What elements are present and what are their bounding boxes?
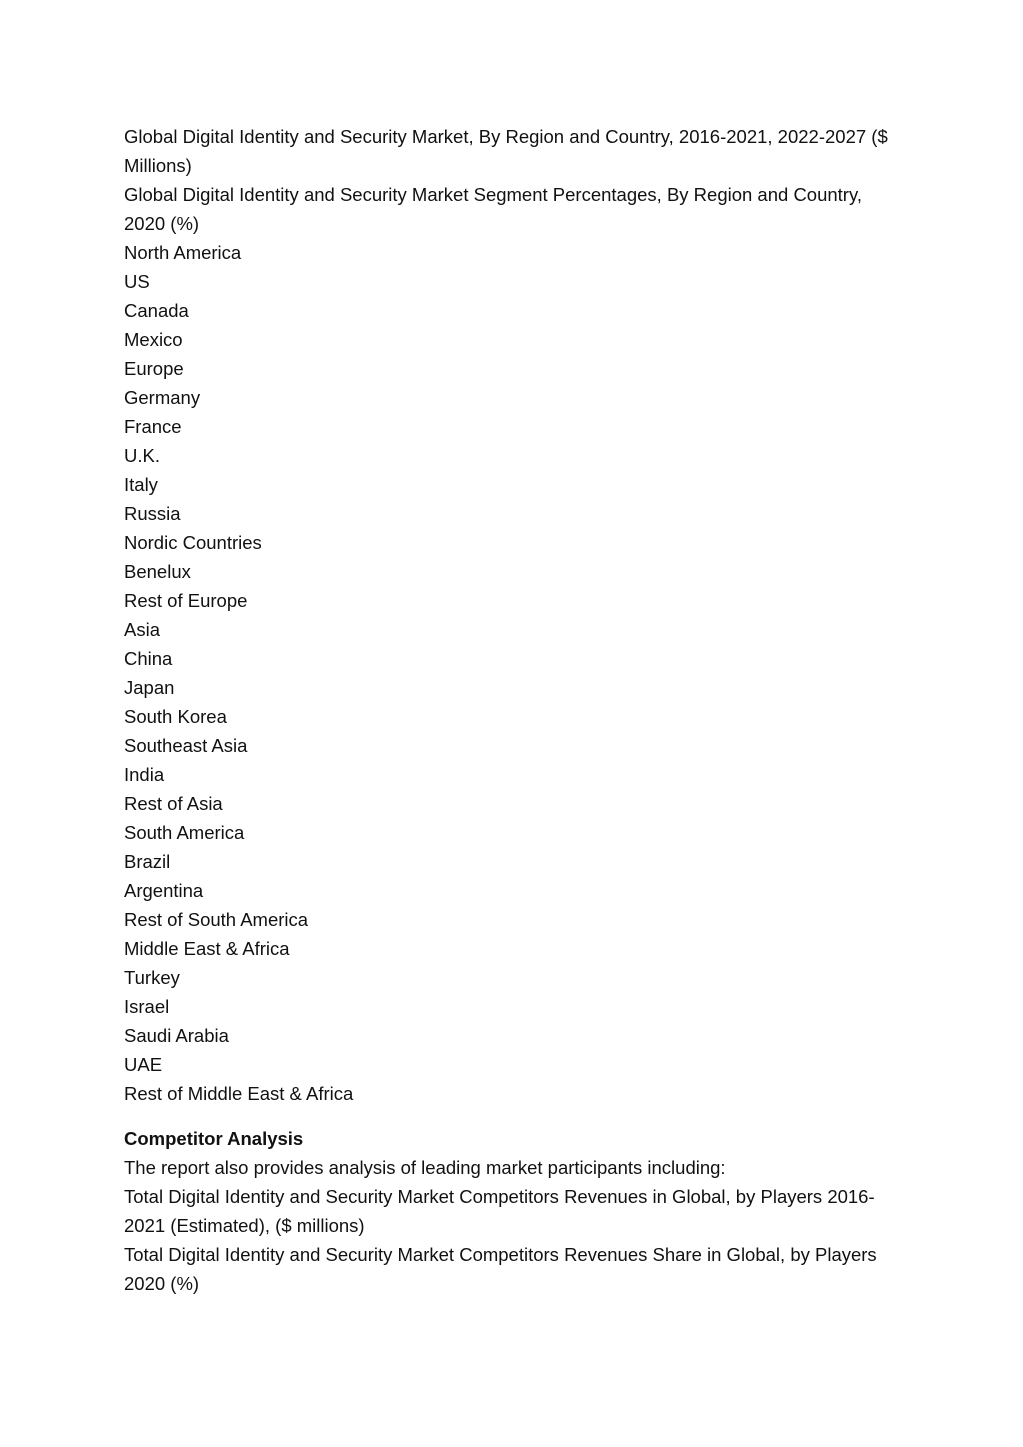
list-item: Japan — [124, 677, 175, 698]
list-item: US — [124, 271, 150, 292]
competitor-analysis-heading: Competitor Analysis — [124, 1128, 304, 1149]
list-item: Middle East & Africa — [124, 938, 290, 959]
list-item: China — [124, 648, 173, 669]
list-item: Germany — [124, 387, 201, 408]
list-item: Canada — [124, 300, 189, 321]
list-item: North America — [124, 242, 242, 263]
list-item: Rest of Europe — [124, 590, 248, 611]
list-item: Rest of Asia — [124, 793, 223, 814]
list-item: Turkey — [124, 967, 180, 988]
list-item: Italy — [124, 474, 158, 495]
list-item: Europe — [124, 358, 184, 379]
list-item: Southeast Asia — [124, 735, 248, 756]
list-item: South America — [124, 822, 245, 843]
list-item: Benelux — [124, 561, 191, 582]
list-item: Asia — [124, 619, 160, 640]
intro-line-segment-percentages: Global Digital Identity and Security Market Segment Percentages, By Region and Country, 2020 (%) — [124, 184, 862, 234]
list-item: Argentina — [124, 880, 204, 901]
list-item: Israel — [124, 996, 170, 1017]
document-page — [124, 122, 904, 1298]
list-item: Russia — [124, 503, 181, 524]
list-item: Rest of Middle East & Africa — [124, 1083, 354, 1104]
competitor-line-revenue-share: Total Digital Identity and Security Market Competitors Revenues Share in Global, by Players 2020 (%) — [124, 1244, 877, 1294]
competitor-line-intro: The report also provides analysis of leading market participants including: — [124, 1157, 726, 1178]
intro-line-market-by-region: Global Digital Identity and Security Market, By Region and Country, 2016-2021, 2022-2027 ($ Millions) — [124, 126, 888, 176]
list-item: UAE — [124, 1054, 163, 1075]
region-list — [124, 238, 904, 1108]
list-item: India — [124, 764, 165, 785]
list-item: Brazil — [124, 851, 171, 872]
list-item: France — [124, 416, 182, 437]
competitor-line-revenues: Total Digital Identity and Security Market Competitors Revenues in Global, by Players 2016-2021 (Estimated), ($ millions) — [124, 1186, 875, 1236]
list-item: Saudi Arabia — [124, 1025, 229, 1046]
list-item: Rest of South America — [124, 909, 309, 930]
list-item: South Korea — [124, 706, 227, 727]
list-item: Mexico — [124, 329, 183, 350]
list-item: U.K. — [124, 445, 160, 466]
list-item: Nordic Countries — [124, 532, 262, 553]
